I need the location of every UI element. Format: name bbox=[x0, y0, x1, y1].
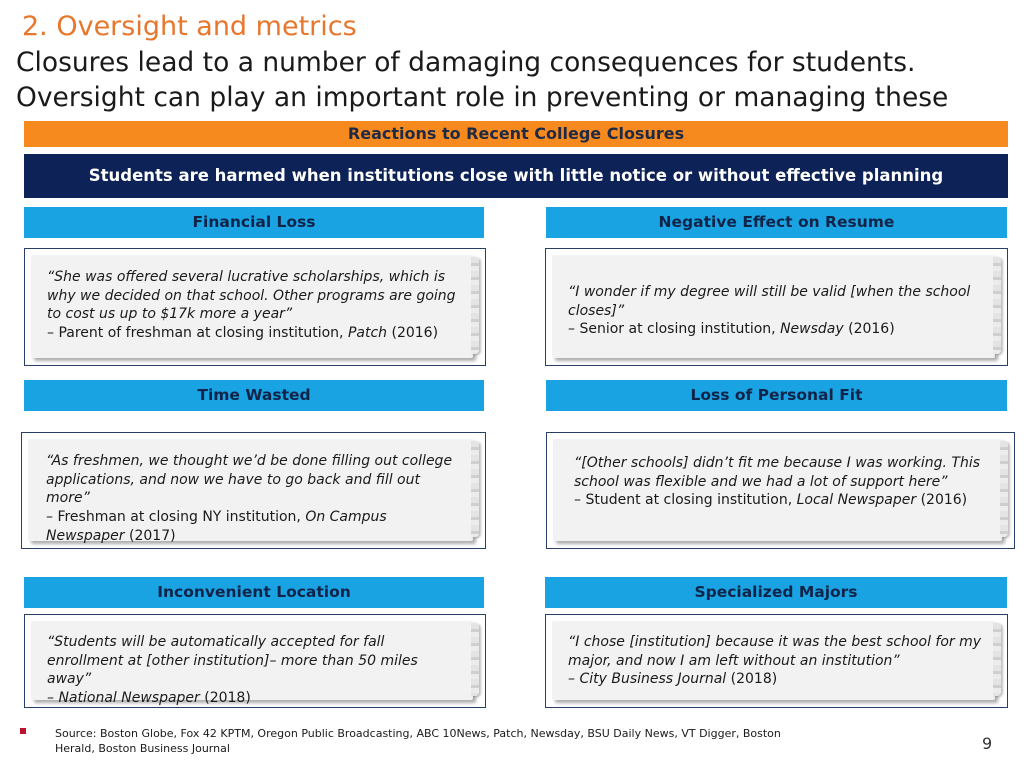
quote-text bbox=[47, 633, 461, 708]
source-prefix: – Freshman at closing NY institution, bbox=[46, 509, 306, 526]
source-year: (2018) bbox=[199, 690, 251, 707]
source-publication: Local Newspaper bbox=[796, 492, 917, 509]
quote-card-financial-loss bbox=[24, 248, 486, 366]
quote-text bbox=[574, 454, 990, 510]
source-publication: On Campus Newspaper bbox=[46, 509, 387, 544]
page-number: 9 bbox=[982, 734, 993, 753]
source-publication: Patch bbox=[347, 325, 388, 342]
category-inconvenient-location: Inconvenient Location bbox=[24, 577, 484, 608]
quote: “[Other schools] didn’t fit me because I was working. This school was flexible and we had a lot of support here” bbox=[574, 455, 981, 490]
headline bbox=[16, 45, 948, 115]
category-specialized-majors: Specialized Majors bbox=[545, 577, 1007, 608]
quote-card-specialized-majors bbox=[545, 614, 1008, 708]
quote-card-inconvenient-location bbox=[24, 614, 486, 708]
category-time-wasted: Time Wasted bbox=[24, 380, 484, 411]
quote-card-time-wasted bbox=[21, 432, 486, 549]
source-prefix: – Senior at closing institution, bbox=[568, 321, 781, 338]
headline-line-1: Closures lead to a number of damaging consequences for students. bbox=[16, 47, 916, 78]
category-negative-effect-resume: Negative Effect on Resume bbox=[546, 207, 1007, 238]
quote-text bbox=[568, 633, 983, 689]
quote: “She was offered several lucrative scholarships, which is why we decided on that school. Other programs are going to cost us up to $17k more a year” bbox=[47, 269, 456, 323]
source-prefix: – Parent of freshman at closing institution, bbox=[47, 325, 348, 342]
source-year: (2017) bbox=[124, 527, 176, 544]
source-publication: Newsday bbox=[780, 321, 844, 338]
subbanner-students-harmed: Students are harmed when institutions close with little notice or without effective planning bbox=[24, 154, 1008, 198]
category-loss-personal-fit: Loss of Personal Fit bbox=[546, 380, 1007, 411]
category-financial-loss: Financial Loss bbox=[24, 207, 484, 238]
source-year: (2018) bbox=[726, 671, 778, 688]
footer-bullet-icon bbox=[20, 728, 26, 734]
quote-card-negative-effect-resume bbox=[545, 248, 1008, 366]
banner-reactions: Reactions to Recent College Closures bbox=[24, 121, 1008, 147]
source-year: (2016) bbox=[843, 321, 895, 338]
quote-text bbox=[47, 268, 461, 343]
footer-source: Source: Boston Globe, Fox 42 KPTM, Oregon Public Broadcasting, ABC 10News, Patch, Newsday, BSU Daily News, VT Digger, Boston Herald, Boston Business Journal bbox=[55, 727, 781, 755]
source-year: (2016) bbox=[916, 492, 968, 509]
source-publication: City Business Journal bbox=[579, 671, 727, 688]
source-publication: National Newspaper bbox=[58, 690, 200, 707]
quote: “I wonder if my degree will still be valid [when the school closes]” bbox=[568, 284, 971, 319]
section-title: 2. Oversight and metrics bbox=[22, 11, 357, 42]
quote-text bbox=[46, 452, 461, 546]
source-year: (2016) bbox=[387, 325, 439, 342]
quote: “I chose [institution] because it was the best school for my major, and now I am left without an institution” bbox=[568, 634, 982, 669]
source-prefix: – bbox=[47, 690, 59, 707]
quote: “As freshmen, we thought we’d be done filling out college applications, and now we have to go back and fill out more” bbox=[46, 453, 453, 507]
quote-card-loss-personal-fit bbox=[546, 432, 1015, 549]
source-prefix: – bbox=[568, 671, 580, 688]
headline-line-2: Oversight can play an important role in preventing or managing these bbox=[16, 82, 949, 113]
quote-text bbox=[568, 283, 983, 339]
quote: “Students will be automatically accepted for fall enrollment at [other institution]– more than 50 miles away” bbox=[47, 634, 418, 688]
source-prefix: – Student at closing institution, bbox=[574, 492, 797, 509]
